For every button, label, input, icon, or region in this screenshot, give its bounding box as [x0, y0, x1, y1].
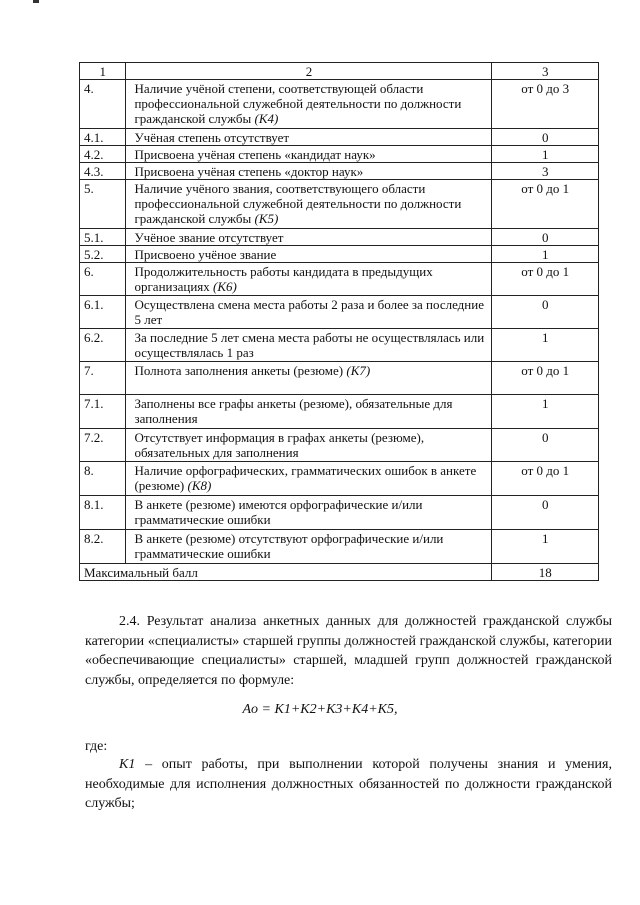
table-row	[80, 296, 599, 329]
row-description	[126, 429, 492, 462]
table-row	[80, 146, 599, 163]
row-description-text: Наличие учёного звания, соответствующего области профессиональной служебной деятельности по должности гражданской службы	[134, 181, 462, 226]
header-col-2: 2	[126, 63, 492, 80]
row-description	[126, 229, 492, 246]
table-row	[80, 229, 599, 246]
row-description	[126, 462, 492, 496]
row-number: 8.1.	[80, 496, 126, 530]
row-description-text: Учёное звание отсутствует	[134, 230, 284, 245]
row-description	[126, 80, 492, 129]
row-number: 6.2.	[80, 329, 126, 362]
paragraph-2-4: 2.4. Результат анализа анкетных данных для должностей гражданской службы категории «специалисты» старшей группы должностей гражданской службы, категории «обеспечивающие специалисты» старшей, младшей групп должностей гражданской службы, определяется по формуле:	[85, 614, 612, 688]
where-label: где:	[85, 739, 108, 754]
row-number: 4.3.	[80, 163, 126, 180]
row-score: 1	[492, 329, 599, 362]
row-number: 4.1.	[80, 129, 126, 146]
row-number: 8.2.	[80, 530, 126, 564]
table-row	[80, 246, 599, 263]
row-number: 5.2.	[80, 246, 126, 263]
table-row	[80, 429, 599, 462]
definition-k1	[85, 755, 612, 814]
table-row	[80, 80, 599, 129]
row-description-text: Присвоено учёное звание	[134, 247, 277, 262]
row-description-text: За последние 5 лет смена места работы не осуществлялась или осуществлялась 1 раз	[134, 330, 485, 360]
total-value: 18	[492, 564, 599, 581]
scan-mark	[33, 0, 39, 3]
row-score: от 0 до 1	[492, 263, 599, 296]
row-score: 0	[492, 429, 599, 462]
row-description-text: В анкете (резюме) имеются орфографические и/или грамматические ошибки	[134, 497, 423, 527]
definition-symbol: K1	[119, 757, 136, 772]
row-score: от 0 до 1	[492, 462, 599, 496]
row-score: 0	[492, 229, 599, 246]
coefficient-label: (K7)	[346, 363, 371, 378]
table-row	[80, 530, 599, 564]
criteria-table	[79, 62, 599, 581]
row-description-text: В анкете (резюме) отсутствуют орфографические и/или грамматические ошибки	[134, 531, 444, 561]
total-label: Максимальный балл	[80, 564, 492, 581]
row-number: 5.	[80, 180, 126, 229]
row-number: 7.	[80, 362, 126, 395]
row-score: от 0 до 3	[492, 80, 599, 129]
definition-text: – опыт работы, при выполнении которой получены знания и умения, необходимые для исполнения должностных обязанностей по должности гражданской службы;	[85, 757, 612, 811]
row-description-text: Учёная степень отсутствует	[134, 130, 290, 145]
row-description	[126, 496, 492, 530]
row-description	[126, 146, 492, 163]
row-description	[126, 129, 492, 146]
row-description	[126, 395, 492, 429]
row-score: 0	[492, 496, 599, 530]
row-description-text: Присвоена учёная степень «доктор наук»	[134, 164, 364, 179]
row-description-text: Продолжительность работы кандидата в предыдущих организациях	[134, 264, 433, 294]
table-row	[80, 395, 599, 429]
row-score: 1	[492, 246, 599, 263]
row-description-text: Полнота заполнения анкеты (резюме)	[134, 363, 344, 378]
row-description	[126, 362, 492, 395]
row-description	[126, 530, 492, 564]
row-number: 6.1.	[80, 296, 126, 329]
row-score: от 0 до 1	[492, 180, 599, 229]
row-description-text: Присвоена учёная степень «кандидат наук»	[134, 147, 376, 162]
row-description-text: Заполнены все графы анкеты (резюме), обязательные для заполнения	[134, 396, 453, 426]
coefficient-label: (K8)	[187, 478, 212, 493]
row-description-text: Отсутствует информация в графах анкеты (резюме), обязательных для заполнения	[134, 430, 425, 460]
row-score: 1	[492, 146, 599, 163]
table-row	[80, 496, 599, 530]
header-col-1: 1	[80, 63, 126, 80]
row-description-text: Наличие учёной степени, соответствующей области профессиональной служебной деятельности по должности гражданской службы	[134, 81, 462, 126]
row-number: 4.	[80, 80, 126, 129]
table-row	[80, 362, 599, 395]
row-number: 7.2.	[80, 429, 126, 462]
row-score: от 0 до 1	[492, 362, 599, 395]
row-score: 0	[492, 296, 599, 329]
header-col-3: 3	[492, 63, 599, 80]
coefficient-label: (K5)	[254, 211, 279, 226]
row-number: 5.1.	[80, 229, 126, 246]
row-score: 1	[492, 395, 599, 429]
row-score: 1	[492, 530, 599, 564]
table-row	[80, 163, 599, 180]
table-row	[80, 263, 599, 296]
coefficient-label: (K6)	[213, 279, 237, 294]
coefficient-label: (K4)	[254, 111, 279, 126]
row-description-text: Наличие орфографических, грамматических ошибок в анкете (резюме)	[134, 463, 477, 493]
row-description	[126, 263, 492, 296]
row-score: 3	[492, 163, 599, 180]
table-row	[80, 329, 599, 362]
row-description-text: Осуществлена смена места работы 2 раза и более за последние 5 лет	[134, 297, 484, 327]
row-description	[126, 329, 492, 362]
row-number: 8.	[80, 462, 126, 496]
row-description	[126, 296, 492, 329]
row-number: 6.	[80, 263, 126, 296]
row-description	[126, 180, 492, 229]
formula	[0, 702, 640, 718]
row-description	[126, 246, 492, 263]
row-number: 4.2.	[80, 146, 126, 163]
table-row	[80, 462, 599, 496]
table-row	[80, 180, 599, 229]
row-description	[126, 163, 492, 180]
row-number: 7.1.	[80, 395, 126, 429]
formula-text: Ao = K1+K2+K3+K4+K5,	[242, 702, 398, 717]
total-row	[80, 564, 599, 581]
table-row	[80, 129, 599, 146]
table-header-row	[80, 63, 599, 80]
row-score: 0	[492, 129, 599, 146]
